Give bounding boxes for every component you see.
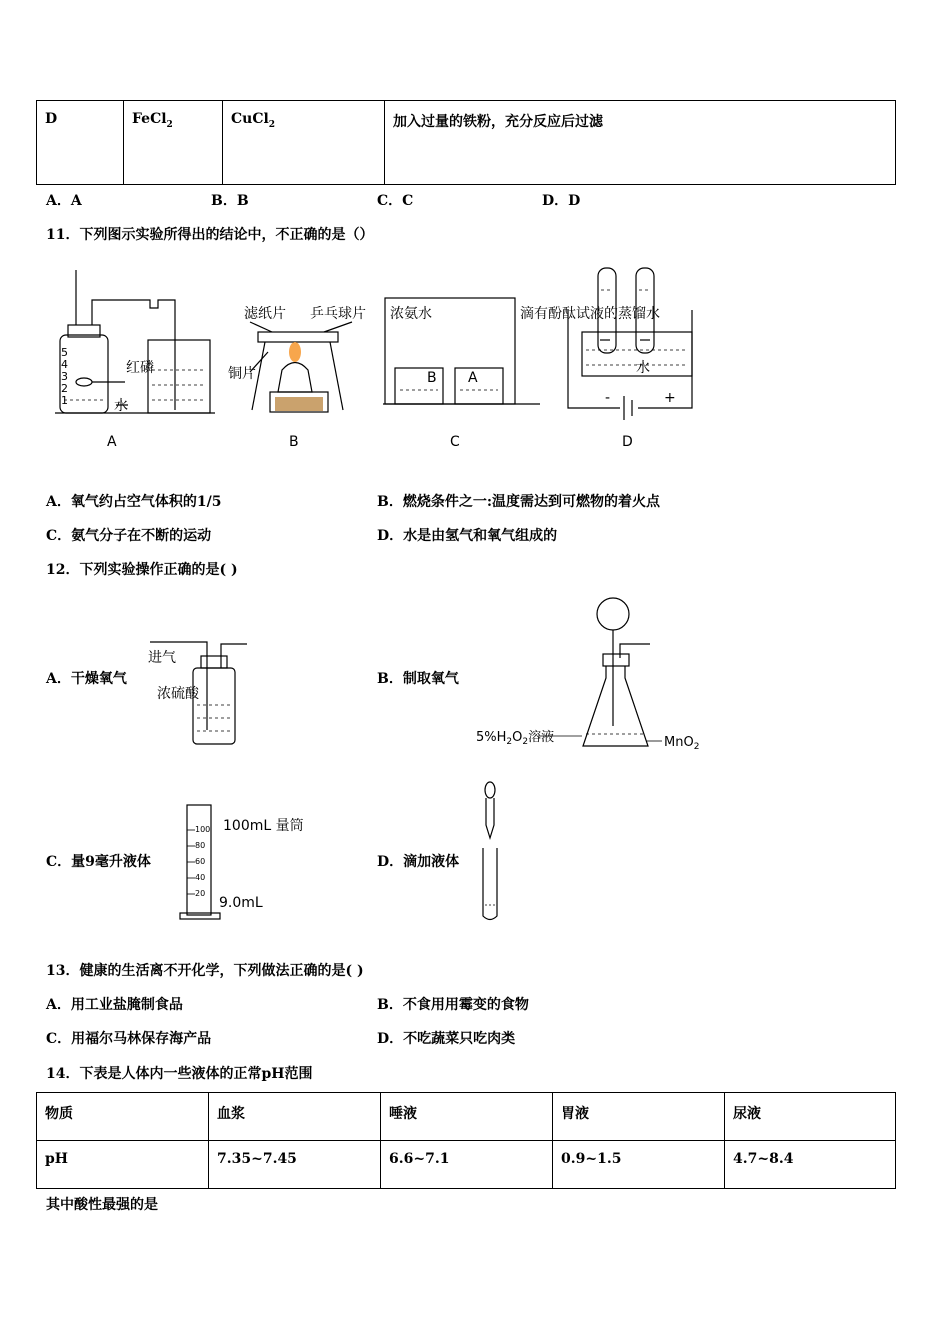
label-beaker-b: B [427,370,437,386]
q13-option-a: A．用工业盐腌制食品 [46,997,183,1013]
q11-option-c: C．氨气分子在不断的运动 [46,528,212,544]
header-cell: 唾液 [381,1093,553,1141]
mark-label: 4 [61,358,68,371]
q10-option-b: B．B [211,193,249,209]
label-copper-sheet: 铜片 [228,366,256,382]
table-header-row [37,1093,896,1141]
row-letter: D [37,101,124,185]
label-cylinder: 100mL 量筒 [223,818,304,834]
reagent-table [36,100,896,185]
label-minus: - [605,390,611,406]
tick-label: 100 [195,825,211,834]
label-conc-sulfuric: 浓硫酸 [157,686,199,702]
q11-stem: 11．下列图示实验所得出的结论中，不正确的是（） [46,227,374,243]
figure-caption-a: A [107,434,117,450]
label-filter-paper: 滤纸片 [244,306,286,322]
q11-figure [40,260,720,455]
label-mno2: MnO$_2$ [664,735,700,752]
tick-label: 60 [195,857,206,866]
q12-option-d: D．滴加液体 [377,854,460,870]
q10-option-c: C．C [377,193,414,209]
tick-label: 40 [195,873,206,882]
mark-label: 1 [61,394,68,407]
label-gas-in: 进气 [148,650,176,666]
header-cell: 尿液 [725,1093,896,1141]
header-cell: 胃液 [553,1093,725,1141]
figure-caption-c: C [450,434,460,450]
method-cell: 加入过量的铁粉，充分反应后过滤 [385,101,896,185]
label-beaker-a: A [468,370,478,386]
table-cell: 7.35~7.45 [209,1141,381,1189]
measuring-cylinder-figure [175,800,325,925]
q10-option-a: A．A [46,193,82,209]
table-cell: 0.9~1.5 [553,1141,725,1189]
table-row [37,101,896,185]
flask-figure [470,596,720,756]
dropper-figure [475,780,505,925]
tick-label: 20 [195,889,206,898]
label-pingpong: 乒乓球片 [310,306,366,322]
label-conc-ammonia: 浓氨水 [390,306,432,322]
label-water: 水 [114,398,128,414]
q13-stem: 13．健康的生活离不开化学，下列做法正确的是( ) [46,963,364,979]
figure-caption-b: B [289,434,299,450]
header-cell: 物质 [37,1093,209,1141]
substance-cell: FeCl$_2$ [124,101,223,185]
header-cell: 血浆 [209,1093,381,1141]
q12-option-c: C．量9毫升液体 [46,854,151,870]
q11-option-d: D．水是由氢气和氧气组成的 [377,528,558,544]
q13-option-b: B．不食用用霉变的食物 [377,997,529,1013]
q11-option-b: B．燃烧条件之一:温度需达到可燃物的着火点 [377,494,660,510]
mark-label: 3 [61,370,68,383]
table-row [37,1141,896,1189]
q13-option-c: C．用福尔马林保存海产品 [46,1031,212,1047]
impurity-cell: CuCl$_2$ [223,101,385,185]
label-phenolphthalein: 滴有酚酞试液的蒸馏水 [520,306,660,322]
table-cell: 6.6~7.1 [381,1141,553,1189]
table-cell: 4.7~8.4 [725,1141,896,1189]
label-h2o2: $5\%H_2O_2$溶液 [476,730,555,747]
q14-stem: 14．下表是人体内一些液体的正常pH范围 [46,1066,313,1082]
q10-option-d: D．D [542,193,581,209]
ph-table [36,1092,896,1189]
q12-option-a: A．干燥氧气 [46,671,127,687]
q13-option-d: D．不吃蔬菜只吃肉类 [377,1031,516,1047]
q12-option-b: B．制取氧气 [377,671,459,687]
gas-washing-bottle-figure [145,630,255,755]
mark-label: 2 [61,382,68,395]
q11-option-a: A．氧气约占空气体积的1/5 [46,494,222,510]
label-reading: 9.0mL [219,895,263,911]
label-plus: + [664,390,676,406]
tick-label: 80 [195,841,206,850]
table-cell: pH [37,1141,209,1189]
q14-followup: 其中酸性最强的是 [46,1197,158,1213]
label-red-phosphorus: 红磷 [126,360,154,376]
label-water-d: 水 [636,360,650,376]
mark-label: 5 [61,346,68,359]
figure-caption-d: D [622,434,633,450]
q12-stem: 12．下列实验操作正确的是( ) [46,562,238,578]
